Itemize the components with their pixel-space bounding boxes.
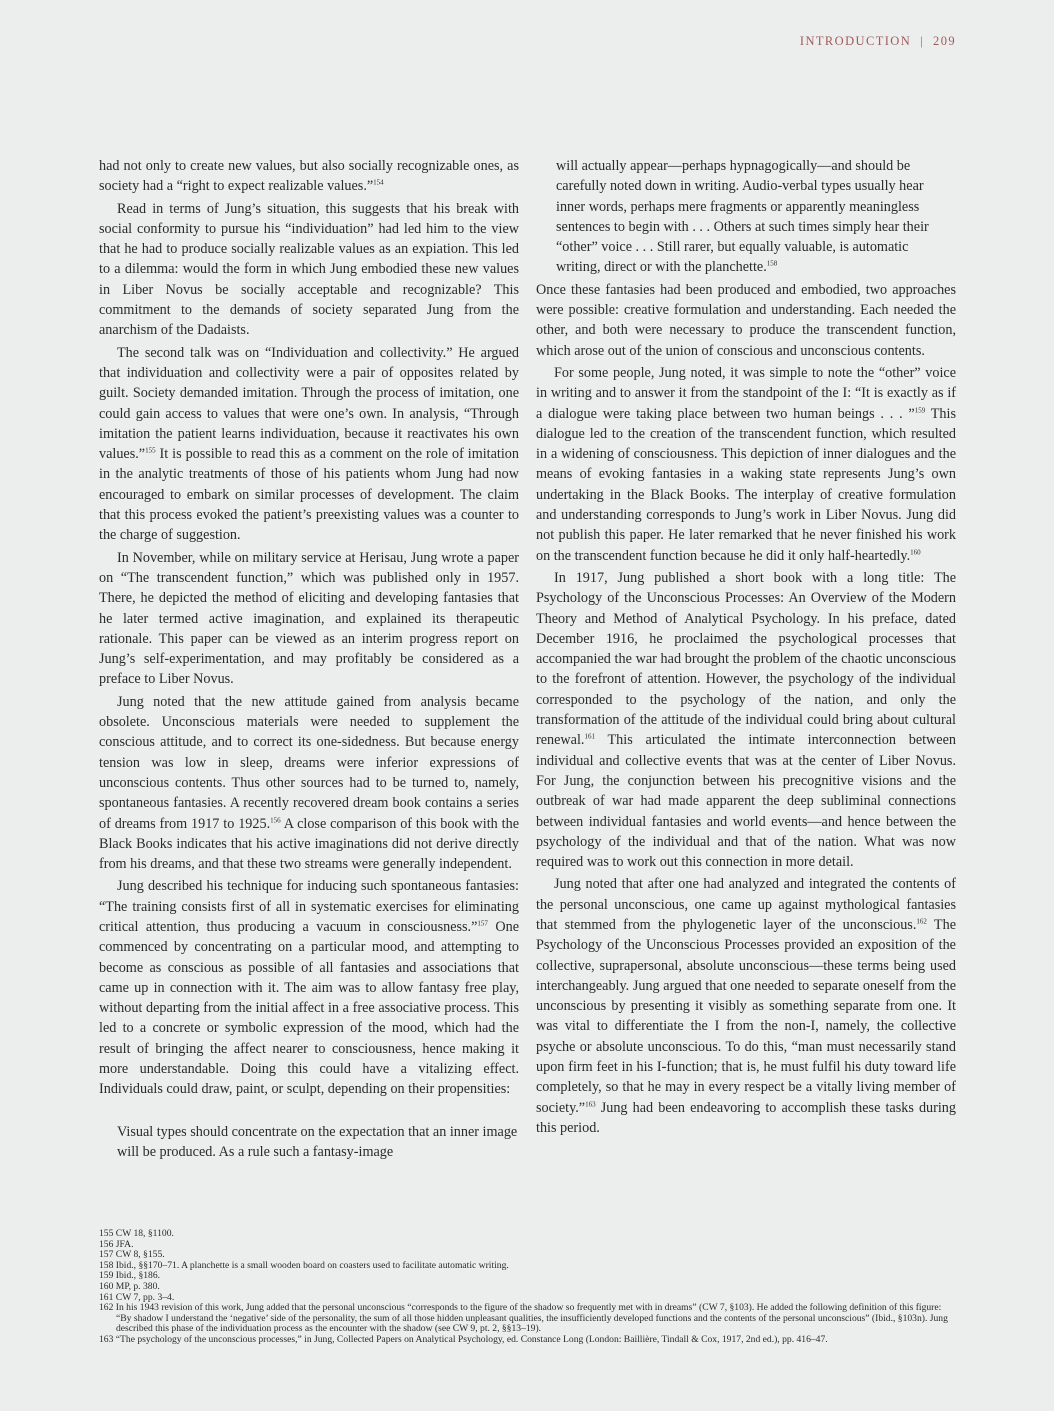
footnote-ref-156: 156	[270, 815, 281, 824]
footnote-ref-157: 157	[477, 919, 488, 928]
text: The second talk was on “Individuation and collectivity.” He argued that individuation and collectivity were a pair of opposites related by guilt. Society demanded imitation. Through the process of imitation, one could gain access to values that were one’s own. In analysis, “Through imitation the patient learns individuation, because it reactivates his own values.”	[99, 344, 519, 463]
text: Jung had been endeavoring to accomplish these tasks during this period.	[536, 1099, 956, 1136]
footnote-159: 159 Ibid., §186.	[99, 1270, 161, 1282]
text: This dialogue led to the creation of the transcendent function, which resulted in a widening of consciousness. This depiction of inner dialogues and the means of evoking fantasies in a waking state represents Jung’s own undertaking in the Black Books. The interplay of creative formulation and understanding corresponds to Jung’s work in Liber Novus. Jung did not publish this paper. He later remarked that he never finished his work on the transcendent function because he did it only half-heartedly.	[536, 405, 956, 564]
footnote-160: 160 MP, p. 380.	[99, 1280, 160, 1292]
header-separator: |	[920, 34, 925, 48]
text: will actually appear—perhaps hypnagogically—and should be carefully noted down in writing. Audio-verbal types usually hear inner words, perhaps mere fragments or apparently meaningless sentences to begin with . . . Others at such times simply hear their “other” voice . . . Still rarer, but equally valuable, is automatic writing, direct or with the planchette.	[556, 158, 929, 276]
text: Jung described his technique for inducing such spontaneous fantasies: “The training consists first of all in systematic exercises for eliminating critical attention, thus producing a vacuum in consciousness.”	[99, 878, 519, 935]
left-paragraph-2: Read in terms of Jung’s situation, this suggests that his break with social conformity to pursue his “individuation” had led him to the view that he had to produce socially realizable values as an expiation. This led to a dilemma: would the form in which Jung embodied these new values in Liber Novus be socially acceptable and recognizable? This commitment to the demands of society separated Jung from the anarchism of the Dadaists.	[99, 200, 519, 339]
footnote-ref-154: 154	[373, 178, 384, 187]
footnote-157: 157 CW 8, §155.	[99, 1249, 165, 1261]
text: This articulated the intimate interconnection between individual and collective events that was at the center of Liber Novus. For Jung, the conjunction between his precognitive visions and the outbreak of war had made apparent the deep subliminal connections between individual fantasies and world events—and hence between the psychology of the individual and that of the nation. What was now required was to work out this connection in more detail.	[536, 732, 956, 871]
footnote-161: 161 CW 7, pp. 3–4.	[99, 1291, 175, 1303]
footnote-ref-155: 155	[145, 446, 156, 455]
page-number: 209	[933, 34, 956, 48]
right-paragraph-4	[536, 874, 956, 1138]
right-column	[536, 156, 956, 1140]
text: had not only to create new values, but also socially recognizable ones, as society had a “right to expect realizable values.”	[99, 158, 519, 195]
footnote-ref-158: 158	[766, 259, 778, 268]
block-quote-start	[117, 1122, 519, 1163]
running-header	[800, 34, 956, 49]
footnote-155: 155 CW 18, §1100.	[99, 1228, 174, 1239]
text: Jung noted that the new attitude gained from analysis became obsolete. Unconscious materials were needed to supplement the conscious attitude, and to correct its one-sidedness. But because energy tension was low in sleep, dreams were inferior expressions of unconscious contents. Thus other sources had to be turned to, namely, spontaneous fantasies. A recently recovered dream book contains a series of dreams from 1917 to 1925.	[99, 693, 519, 832]
block-quote-continued	[556, 156, 938, 278]
left-column	[99, 156, 519, 1164]
header-section-title: INTRODUCTION	[799, 34, 912, 48]
footnote-158: 158 Ibid., §§170–71. A planchette is a small wooden board on coasters used to facilitate automatic writing.	[99, 1259, 509, 1271]
left-paragraph-3	[99, 343, 519, 546]
text: In 1917, Jung published a short book with a long title: The Psychology of the Unconscious Processes: An Overview of the Modern Theory and Method of Analytical Psychology. In his preface, dated December 1916, he proclaimed the psychological processes that accompanied the war had brought the problem of the chaotic unconscious to the forefront of attention. However, the psychology of the individual corresponded to the psychology of the nation, and only the transformation of the attitude of the individual could bring about cultural renewal.	[536, 569, 956, 749]
text: A close comparison of this book with the Black Books indicates that his active imaginations did not derive directly from his dreams, and that these two streams were generally independent.	[99, 815, 519, 873]
text: For some people, Jung noted, it was simple to note the “other” voice in writing and to answer it from the standpoint of the I: “It is exactly as if a dialogue were taking place between two human beings . . . ”	[536, 364, 956, 422]
footnote-163: 163 “The psychology of the unconscious processes,” in Jung, Collected Papers on Analytical Psychology, ed. Constance Long (London: Baillière, Tindall & Cox, 1917, 2nd ed.), pp. 416–47.	[99, 1333, 828, 1345]
left-paragraph-5	[99, 692, 519, 875]
quote-text	[556, 156, 938, 278]
footnote-ref-159: 159	[914, 405, 926, 414]
right-paragraph-2	[536, 363, 956, 566]
right-paragraph-1: Once these fantasies had been produced and embodied, two approaches were possible: creative formulation and understanding. Each needed the other, and both were necessary to produce the transcendent function, which arose out of the union of conscious and unconscious contents.	[536, 281, 956, 359]
text: It is possible to read this as a comment on the role of imitation in the analytic treatments of those of his patients whom Jung had now encouraged to embark on similar processes of development. The claim that this process evoked the patient’s preexisting values was a counter to the charge of suggestion.	[99, 446, 519, 544]
footnote-156: 156 JFA.	[99, 1238, 134, 1250]
footnote-ref-162: 162	[916, 917, 927, 926]
footnote-ref-161: 161	[584, 732, 595, 741]
left-paragraph-4: In November, while on military service at Herisau, Jung wrote a paper on “The transcendent function,” which was published only in 1957. There, he depicted the method of eliciting and developing fantasies that he later termed active imagination, and explained its therapeutic rationale. This paper can be viewed as an interim progress report on Jung’s self-experimentation, and may profitably be considered as a preface to Liber Novus.	[99, 549, 519, 688]
left-paragraph-6	[99, 876, 519, 1099]
right-paragraph-3	[536, 568, 956, 872]
text: The Psychology of the Unconscious Processes provided an exposition of the collective, suprapersonal, absolute unconscious—these terms being used interchangeably. Jung argued that one needed to separate oneself from the unconscious by presenting it visibly as something separate from one. It was vital to differentiate the I from the non-I, namely, the collective psyche or absolute unconscious. To do this, “man must necessarily stand upon firm feet in his I-function; that is, he must fulfil his duty toward life completely, so that he may in every respect be a vitally living member of society.”	[536, 916, 956, 1116]
left-paragraph-1	[99, 156, 519, 197]
footnote-ref-163: 163	[585, 1099, 596, 1108]
footnote-162: 162 In his 1943 revision of this work, Jung added that the personal unconscious “corresponds to the figure of the shadow so frequently met with in dreams” (CW 7, §103). He added the following definition of this figure: “By shadow I understand the ‘negative’ side of the personality, the sum of all those hidden unpleasant qualities, the insufficiently developed functions and the contents of the personal unconscious” (Ibid., §103n). Jung described this phase of the individuation process as the encounter with the shadow (see CW 9, pt. 2, §§13–19).	[99, 1302, 948, 1335]
footnote-ref-160: 160	[910, 547, 921, 556]
footnotes	[99, 1229, 959, 1346]
text: Jung noted that after one had analyzed and integrated the contents of the personal unconscious, one came up against mythological fantasies that stemmed from the phylogenetic layer of the unconscious.	[536, 876, 956, 933]
text: One commenced by concentrating on a particular mood, and attempting to become as conscious as possible of all fantasies and associations that came up in connection with it. The aim was to allow fantasy free play, without departing from the initial affect in a free associative process. This led to a concrete or symbolic expression of the mood, which had the result of bringing the affect nearer to consciousness, hence making it more understandable. Doing this could have a vitalizing effect. Individuals could draw, paint, or sculpt, depending on their propensities:	[99, 918, 519, 1098]
quote-text: Visual types should concentrate on the expectation that an inner image will be produced. As a rule such a fantasy-image	[117, 1123, 518, 1160]
